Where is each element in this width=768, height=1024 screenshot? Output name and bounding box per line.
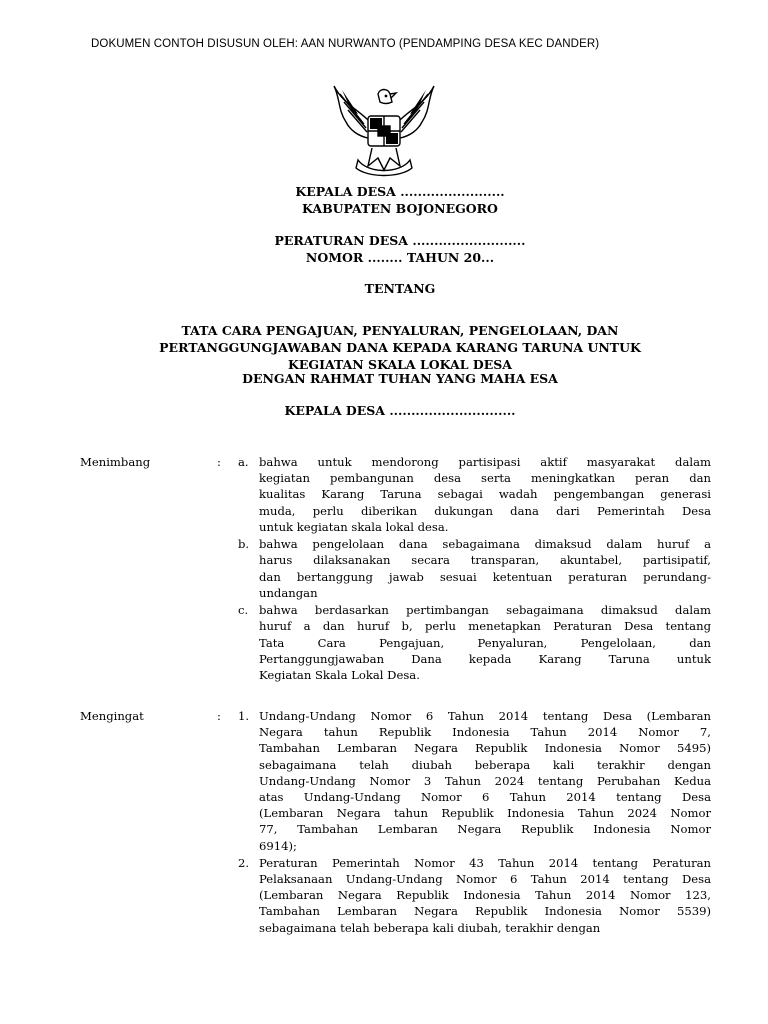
list-item-text [259, 708, 711, 854]
text-line: huruf a dan huruf b, perlu menetapkan Peraturan Desa tentang [259, 619, 711, 634]
text-line: Pertanggungjawaban Dana kepada Karang Taruna untuk [259, 651, 711, 666]
list-item-text [259, 855, 711, 936]
list-item-marker: 2. [238, 855, 250, 870]
list-item-marker: a. [238, 455, 249, 469]
text-line: Peraturan Pemerintah Nomor 43 Tahun 2014 tentang Peraturan [259, 855, 711, 870]
document-header-note: DOKUMEN CONTOH DISUSUN OLEH: AAN NURWANTO (PENDAMPING DESA KEC DANDER) [91, 38, 600, 50]
title-tentang: TENTANG [364, 281, 436, 296]
title-kabupaten: KABUPATEN BOJONEGORO [302, 201, 498, 216]
text-line: Undang-Undang Nomor 6 Tahun 2014 tentang Desa (Lembaran [259, 709, 711, 723]
text-line: Undang-Undang Nomor 3 Tahun 2024 tentang Perubahan Kedua [259, 773, 711, 788]
text-line: Tambahan Lembaran Negara Republik Indonesia Nomor 5495) [259, 741, 711, 756]
section-colon: : [217, 455, 221, 469]
section-label: Mengingat [80, 709, 144, 723]
text-line: undangan [259, 585, 318, 600]
title-kepala-desa: KEPALA DESA ........................ [295, 184, 505, 199]
title-subject-line-2: PERTANGGUNGJAWABAN DANA KEPADA KARANG TARUNA UNTUK [159, 340, 641, 355]
title-rahmat: DENGAN RAHMAT TUHAN YANG MAHA ESA [242, 371, 558, 386]
text-line: (Lembaran Negara tahun Republik Indonesia Tahun 2024 Nomor [259, 806, 711, 821]
list-item-marker: c. [238, 603, 249, 618]
garuda-pancasila-emblem-icon [328, 80, 440, 180]
list-item-marker: 1. [238, 709, 250, 723]
text-line: sebagaimana telah beberapa kali diubah, terakhir dengan [259, 920, 601, 935]
text-line: dan bertanggung jawab sesuai ketentuan peraturan perundang- [259, 569, 711, 584]
text-line: 6914); [259, 838, 297, 853]
text-line: muda, perlu diberikan dukungan dana dari Pemerintah Desa [259, 503, 711, 518]
text-line: harus dilaksanakan secara transparan, akuntabel, partisipatif, [259, 553, 711, 568]
title-subject-line-1: TATA CARA PENGAJUAN, PENYALURAN, PENGELOLAAN, DAN [181, 323, 619, 338]
text-line: sebagaimana telah diubah beberapa kali terakhir dengan [259, 757, 711, 772]
title-kepala-desa-2: KEPALA DESA ............................. [284, 403, 516, 418]
list-item-marker: b. [238, 537, 250, 552]
title-nomor-tahun: NOMOR ........ TAHUN 20... [305, 250, 495, 265]
text-line: kualitas Karang Taruna sebagai wadah pengembangan generasi [259, 487, 711, 502]
text-line: 77, Tambahan Lembaran Negara Republik Indonesia Nomor [259, 822, 711, 837]
list-item-text [259, 454, 711, 535]
text-line: Tata Cara Pengajuan, Penyaluran, Pengelolaan, dan [259, 635, 711, 650]
text-line: kegiatan pembangunan desa serta meningkatkan peran dan [259, 471, 711, 486]
text-line: untuk kegiatan skala lokal desa. [259, 519, 449, 534]
list-item-text [259, 602, 711, 683]
text-line: Tambahan Lembaran Negara Republik Indonesia Nomor 5539) [259, 904, 711, 919]
section-colon: : [217, 709, 221, 723]
text-line: Kegiatan Skala Lokal Desa. [259, 668, 420, 682]
text-line: bahwa untuk mendorong partisipasi aktif masyarakat dalam [259, 455, 711, 469]
text-line: Negara tahun Republik Indonesia Tahun 2014 Nomor 7, [259, 725, 711, 740]
list-item-text [259, 536, 711, 601]
section-label: Menimbang [80, 455, 151, 469]
text-line: atas Undang-Undang Nomor 6 Tahun 2014 tentang Desa [259, 790, 711, 805]
text-line: bahwa berdasarkan pertimbangan sebagaimana dimaksud dalam [259, 603, 711, 618]
title-subject-line-3: KEGIATAN SKALA LOKAL DESA [288, 357, 512, 372]
text-line: (Lembaran Negara Republik Indonesia Tahun 2014 Nomor 123, [259, 888, 711, 903]
text-line: bahwa pengelolaan dana sebagaimana dimaksud dalam huruf a [259, 537, 711, 552]
text-line: Pelaksanaan Undang-Undang Nomor 6 Tahun 2014 tentang Desa [259, 872, 711, 886]
title-peraturan-desa: PERATURAN DESA .......................... [274, 233, 526, 248]
